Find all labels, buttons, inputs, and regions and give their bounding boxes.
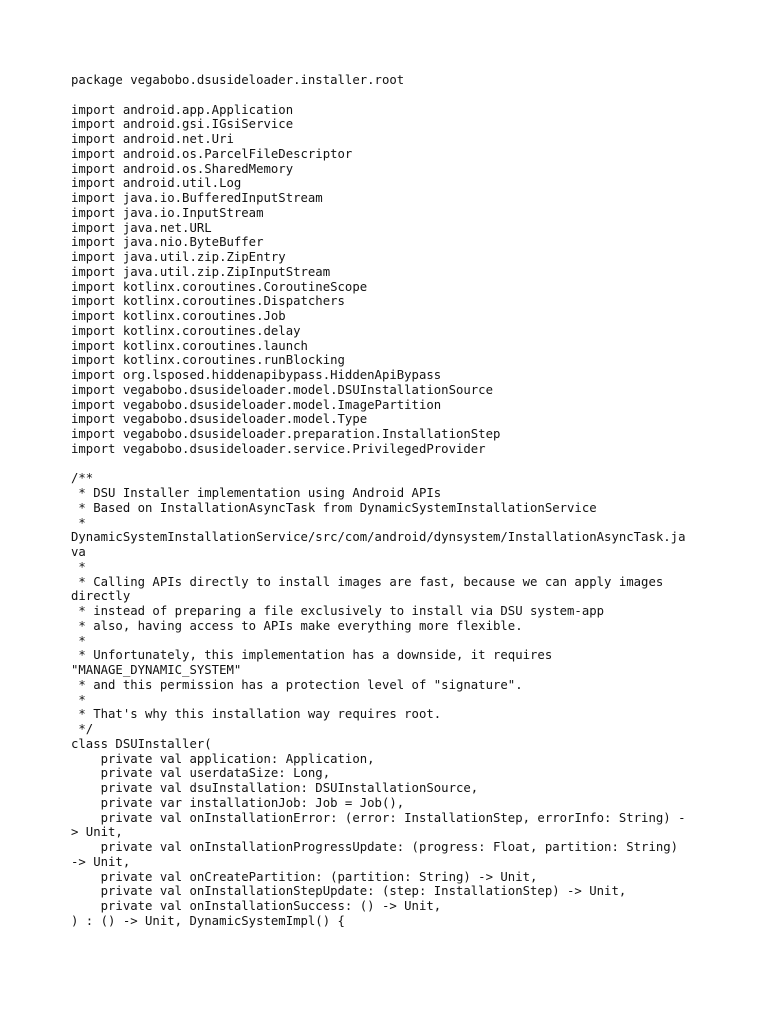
comment-line: * also, having access to APIs make everything more flexible. bbox=[71, 618, 523, 633]
import-line: import java.util.zip.ZipEntry bbox=[71, 250, 286, 264]
comment-line: DynamicSystemInstallationService/src/com/android/dynsystem/InstallationAsyncTask.ja bbox=[71, 530, 686, 545]
package-line: package vegabobo.dsusideloader.installer.root bbox=[71, 73, 405, 87]
class-line: private val onInstallationStepUpdate: (step: InstallationStep) -> Unit, bbox=[71, 884, 627, 899]
comment-line: directly bbox=[71, 589, 131, 604]
doc-comment bbox=[71, 471, 711, 737]
blank-line bbox=[71, 457, 711, 472]
class-line: private val onInstallationError: (error: InstallationStep, errorInfo: String) - bbox=[71, 810, 686, 825]
comment-line: * bbox=[71, 559, 86, 574]
import-line: import kotlinx.coroutines.runBlocking bbox=[71, 353, 345, 368]
class-line: private val onCreatePartition: (partition: String) -> Unit, bbox=[71, 869, 538, 884]
import-line: import org.lsposed.hiddenapibypass.HiddenApiBypass bbox=[71, 368, 442, 382]
import-line: import kotlinx.coroutines.delay bbox=[71, 323, 301, 338]
class-line: private var installationJob: Job = Job(), bbox=[71, 795, 405, 810]
import-line: import kotlinx.coroutines.Dispatchers bbox=[71, 294, 345, 309]
comment-line: * bbox=[71, 692, 86, 707]
class-line: > Unit, bbox=[71, 825, 123, 840]
comment-line: /** bbox=[71, 471, 94, 486]
comment-line: * and this permission has a protection level of "signature". bbox=[71, 677, 523, 692]
comment-line: * Unfortunately, this implementation has a downside, it requires bbox=[71, 648, 553, 663]
class-line: private val dsuInstallation: DSUInstallationSource, bbox=[71, 781, 479, 795]
source-code-block bbox=[71, 73, 711, 929]
comment-line: */ bbox=[71, 722, 94, 736]
import-line: import android.app.Application bbox=[71, 102, 294, 117]
import-line: import java.net.URL bbox=[71, 220, 212, 235]
import-line: import kotlinx.coroutines.CoroutineScope bbox=[71, 279, 368, 294]
class-line: private val userdataSize: Long, bbox=[71, 766, 331, 781]
class-line: private val application: Application, bbox=[71, 751, 375, 766]
import-line: import vegabobo.dsusideloader.model.Type bbox=[71, 412, 368, 427]
import-line: import android.gsi.IGsiService bbox=[71, 117, 294, 132]
import-line: import java.io.InputStream bbox=[71, 205, 264, 220]
class-line: ) : () -> Unit, DynamicSystemImpl() { bbox=[71, 913, 345, 928]
import-line: import java.util.zip.ZipInputStream bbox=[71, 264, 331, 279]
import-line: import vegabobo.dsusideloader.model.DSUInstallationSource bbox=[71, 382, 493, 397]
comment-line: va bbox=[71, 545, 86, 559]
import-line: import vegabobo.dsusideloader.preparation.InstallationStep bbox=[71, 427, 501, 441]
import-line: import android.util.Log bbox=[71, 176, 242, 191]
import-list bbox=[71, 103, 711, 457]
comment-line: * That's why this installation way requires root. bbox=[71, 707, 442, 722]
comment-line: "MANAGE_DYNAMIC_SYSTEM" bbox=[71, 663, 242, 677]
comment-line: * instead of preparing a file exclusively to install via DSU system-app bbox=[71, 604, 605, 618]
import-line: import android.os.ParcelFileDescriptor bbox=[71, 146, 353, 161]
import-line: import vegabobo.dsusideloader.model.ImagePartition bbox=[71, 397, 442, 412]
import-line: import java.io.BufferedInputStream bbox=[71, 191, 323, 205]
comment-line: * DSU Installer implementation using Android APIs bbox=[71, 486, 442, 500]
class-line: private val onInstallationSuccess: () -> Unit, bbox=[71, 899, 442, 913]
comment-line: * bbox=[71, 515, 86, 530]
class-declaration bbox=[71, 737, 711, 929]
class-line: -> Unit, bbox=[71, 854, 131, 869]
import-line: import kotlinx.coroutines.Job bbox=[71, 309, 286, 323]
import-line: import vegabobo.dsusideloader.service.PrivilegedProvider bbox=[71, 441, 486, 456]
class-line: private val onInstallationProgressUpdate: (progress: Float, partition: String) bbox=[71, 840, 679, 854]
comment-line: * bbox=[71, 633, 86, 648]
import-line: import android.net.Uri bbox=[71, 132, 234, 146]
import-line: import kotlinx.coroutines.launch bbox=[71, 338, 308, 353]
blank-line bbox=[71, 88, 711, 103]
import-line: import java.nio.ByteBuffer bbox=[71, 235, 264, 250]
import-line: import android.os.SharedMemory bbox=[71, 161, 294, 176]
class-line: class DSUInstaller( bbox=[71, 736, 212, 751]
comment-line: * Based on InstallationAsyncTask from DynamicSystemInstallationService bbox=[71, 500, 597, 515]
comment-line: * Calling APIs directly to install images are fast, because we can apply images bbox=[71, 574, 664, 589]
